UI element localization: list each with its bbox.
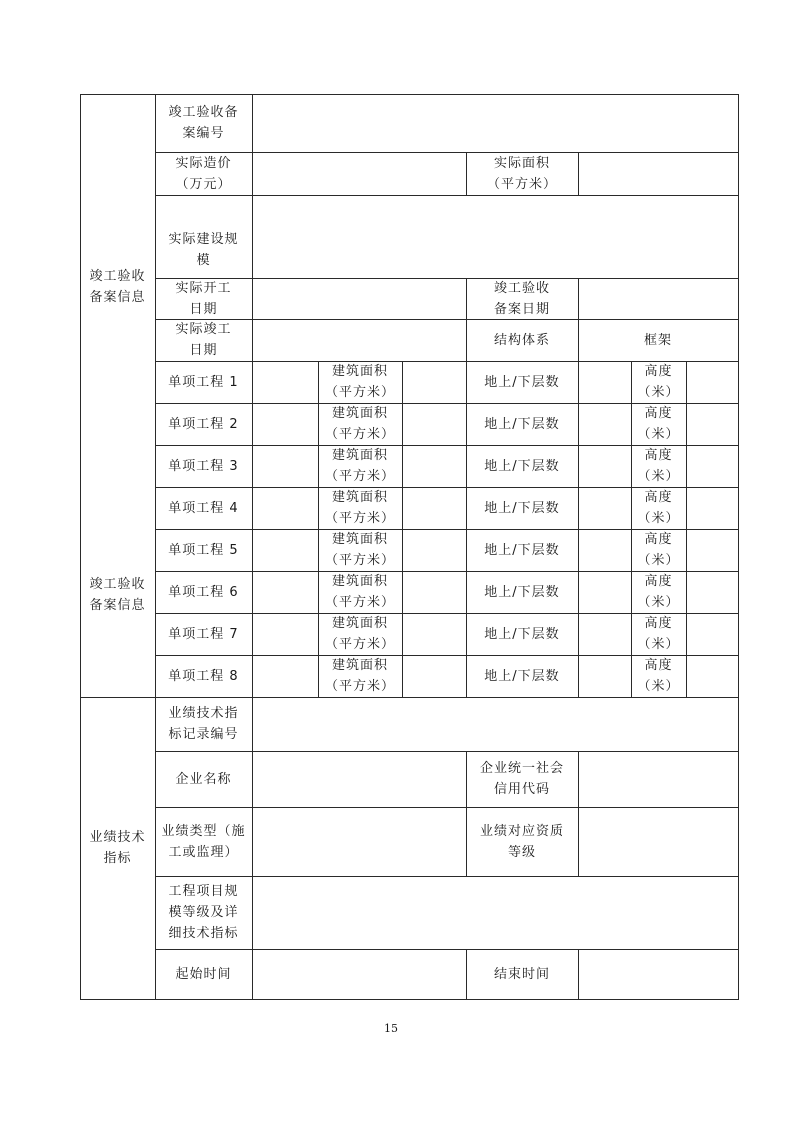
building-area-label: 建筑面积 （平方米） bbox=[324, 364, 395, 400]
building-area-label: 建筑面积 （平方米） bbox=[324, 532, 395, 568]
building-area-label: 建筑面积 （平方米） bbox=[324, 448, 395, 484]
start-time-value[interactable] bbox=[252, 949, 466, 999]
building-area-label: 建筑面积 （平方米） bbox=[324, 490, 395, 526]
rule-col bbox=[402, 361, 403, 697]
building-area-label: 建筑面积 （平方米） bbox=[324, 616, 395, 652]
floors-label: 地上/下层数 bbox=[484, 458, 560, 474]
credit-code-label: 企业统一社会 信用代码 bbox=[479, 761, 564, 797]
actual-start-date-value[interactable] bbox=[252, 278, 466, 319]
actual-scale-label: 实际建设规 模 bbox=[168, 232, 239, 268]
building-area-label: 建筑面积 （平方米） bbox=[324, 574, 395, 610]
record-number-label: 业绩技术指 标记录编号 bbox=[168, 706, 239, 742]
qualification-grade-value[interactable] bbox=[578, 807, 738, 876]
rule-col bbox=[578, 361, 579, 697]
filing-number-value[interactable] bbox=[252, 94, 738, 152]
height-label: 高度 （米） bbox=[637, 448, 680, 484]
height-label: 高度 （米） bbox=[637, 658, 680, 694]
actual-scale-value[interactable] bbox=[252, 195, 738, 278]
start-time-label: 起始时间 bbox=[175, 966, 232, 982]
single-project-name: 单项工程 3 bbox=[168, 458, 239, 474]
floors-label: 地上/下层数 bbox=[484, 416, 560, 432]
single-project-name: 单项工程 1 bbox=[168, 374, 239, 390]
height-label: 高度 （米） bbox=[637, 616, 680, 652]
single-project-name: 单项工程 5 bbox=[168, 542, 239, 558]
rule-col bbox=[686, 361, 687, 697]
performance-type-value[interactable] bbox=[252, 807, 466, 876]
performance-type-label: 业绩类型（施 工或监理） bbox=[161, 823, 246, 860]
company-name-value[interactable] bbox=[252, 751, 466, 807]
actual-area-value[interactable] bbox=[578, 152, 738, 195]
project-scale-value[interactable] bbox=[252, 876, 738, 949]
floors-label: 地上/下层数 bbox=[484, 584, 560, 600]
actual-completion-date-value[interactable] bbox=[252, 319, 466, 361]
floors-label: 地上/下层数 bbox=[484, 626, 560, 642]
filing-date-label: 竣工验收 备案日期 bbox=[493, 280, 550, 317]
actual-cost-value[interactable] bbox=[252, 152, 466, 195]
section-performance-label: 业绩技术 指标 bbox=[89, 830, 146, 866]
single-project-name: 单项工程 6 bbox=[168, 584, 239, 600]
end-time-label: 结束时间 bbox=[493, 966, 550, 982]
structure-system-label: 结构体系 bbox=[493, 332, 550, 348]
section-completion-label: 竣工验收 备案信息 bbox=[89, 269, 146, 305]
actual-start-date-label: 实际开工 日期 bbox=[175, 280, 232, 317]
single-project-name: 单项工程 7 bbox=[168, 626, 239, 642]
floors-label: 地上/下层数 bbox=[484, 500, 560, 516]
actual-area-label: 实际面积 （平方米） bbox=[486, 155, 557, 192]
height-label: 高度 （米） bbox=[637, 364, 680, 400]
floors-label: 地上/下层数 bbox=[484, 374, 560, 390]
height-label: 高度 （米） bbox=[637, 490, 680, 526]
height-label: 高度 （米） bbox=[637, 532, 680, 568]
filing-number-label: 竣工验收备 案编号 bbox=[168, 105, 239, 141]
page-number: 15 bbox=[384, 1022, 398, 1035]
single-project-name: 单项工程 2 bbox=[168, 416, 239, 432]
rule-bottom bbox=[80, 999, 738, 1000]
building-area-label: 建筑面积 （平方米） bbox=[324, 406, 395, 442]
floors-label: 地上/下层数 bbox=[484, 542, 560, 558]
record-number-value[interactable] bbox=[252, 697, 738, 751]
actual-completion-date-label: 实际竣工 日期 bbox=[175, 322, 232, 358]
rule-right bbox=[738, 94, 739, 1000]
building-area-label: 建筑面积 （平方米） bbox=[324, 658, 395, 694]
floors-label: 地上/下层数 bbox=[484, 668, 560, 684]
credit-code-value[interactable] bbox=[578, 751, 738, 807]
single-project-name: 单项工程 4 bbox=[168, 500, 239, 516]
filing-date-value[interactable] bbox=[578, 278, 738, 319]
height-label: 高度 （米） bbox=[637, 574, 680, 610]
company-name-label: 企业名称 bbox=[175, 771, 232, 787]
height-label: 高度 （米） bbox=[637, 406, 680, 442]
section-completion-label: 竣工验收 备案信息 bbox=[89, 577, 146, 613]
structure-system-value: 框架 bbox=[643, 332, 672, 348]
end-time-value[interactable] bbox=[578, 949, 738, 999]
project-scale-label: 工程项目规 模等级及详 细技术指标 bbox=[168, 884, 239, 941]
actual-cost-label: 实际造价 （万元） bbox=[175, 155, 232, 192]
qualification-grade-label: 业绩对应资质 等级 bbox=[479, 823, 564, 860]
single-project-name: 单项工程 8 bbox=[168, 668, 239, 684]
